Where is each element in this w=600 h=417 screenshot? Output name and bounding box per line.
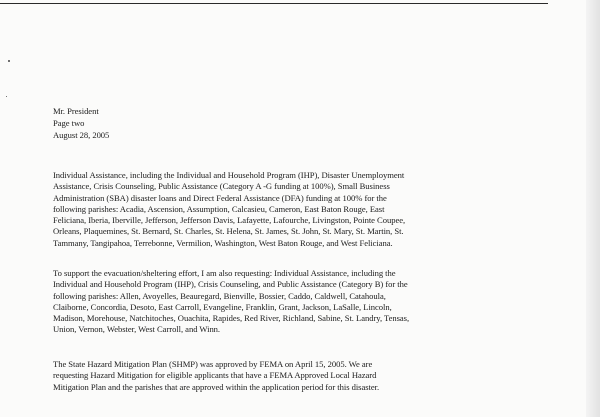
paragraph-line: requesting Hazard Mitigation for eligible applicants that have a FEMA Approved Local Hazard — [53, 370, 377, 381]
paragraph-line: Madison, Morehouse, Natchitoches, Ouachita, Rapides, Red River, Richland, Sabine, St. Landry, Tensas, — [53, 313, 410, 324]
paragraph-line: Mitigation Plan and the parishes that are approved within the application period for this disaster. — [53, 381, 380, 392]
paragraph-evacuation-sheltering — [53, 268, 565, 336]
page-edge-shadow — [586, 0, 600, 417]
letter-date: August 28, 2005 — [53, 130, 110, 140]
scan-speck — [6, 96, 7, 97]
salutation: Mr. President — [53, 106, 99, 116]
paragraph-line: Individual and Household Program (IHP), Crisis Counseling, and Public Assistance (Category B) for the — [53, 279, 408, 290]
paragraph-line: Feliciana, Iberia, Iberville, Jefferson, Jefferson Davis, Lafayette, Lafourche, Livingston, Pointe Coupee, — [53, 215, 406, 226]
scan-speck — [8, 60, 10, 62]
paragraph-line: following parishes: Acadia, Ascension, Assumption, Calcasieu, Cameron, East Baton Rouge, East — [53, 203, 385, 214]
paragraph-hazard-mitigation — [53, 359, 565, 393]
paragraph-line: Assistance, Crisis Counseling, Public Assistance (Category A -G funding at 100%), Small Business — [53, 181, 390, 192]
paragraph-line: Union, Vernon, Webster, West Carroll, and Winn. — [53, 324, 221, 335]
paragraph-line: Individual Assistance, including the Individual and Household Program (IHP), Disaster Unemployment — [53, 170, 405, 180]
paragraph-line: Orleans, Plaquemines, St. Bernard, St. Charles, St. Helena, St. James, St. John, St. Mary, St. Martin, St. — [53, 226, 404, 237]
paragraph-line: Tammany, Tangipahoa, Terrebonne, Vermilion, Washington, West Baton Rouge, and West Feliciana. — [53, 237, 393, 248]
paragraph-line: To support the evacuation/sheltering effort, I am also requesting: Individual Assistance, including the — [53, 268, 396, 278]
paragraph-line: Claiborne, Concordia, Desoto, East Carroll, Evangeline, Franklin, Grant, Jackson, LaSalle, Lincoln, — [53, 301, 392, 312]
paragraph-individual-assistance — [53, 170, 565, 249]
paragraph-line: The State Hazard Mitigation Plan (SHMP) was approved by FEMA on April 15, 2005. We are — [53, 359, 373, 369]
paragraph-line: following parishes: Allen, Avoyelles, Beauregard, Bienville, Bossier, Caddo, Caldwell, Catahoula, — [53, 290, 386, 301]
paragraph-line: Administration (SBA) disaster loans and Direct Federal Assistance (DFA) funding at 100% for the — [53, 192, 387, 203]
page-label: Page two — [53, 118, 85, 128]
top-rule-line — [0, 3, 548, 4]
